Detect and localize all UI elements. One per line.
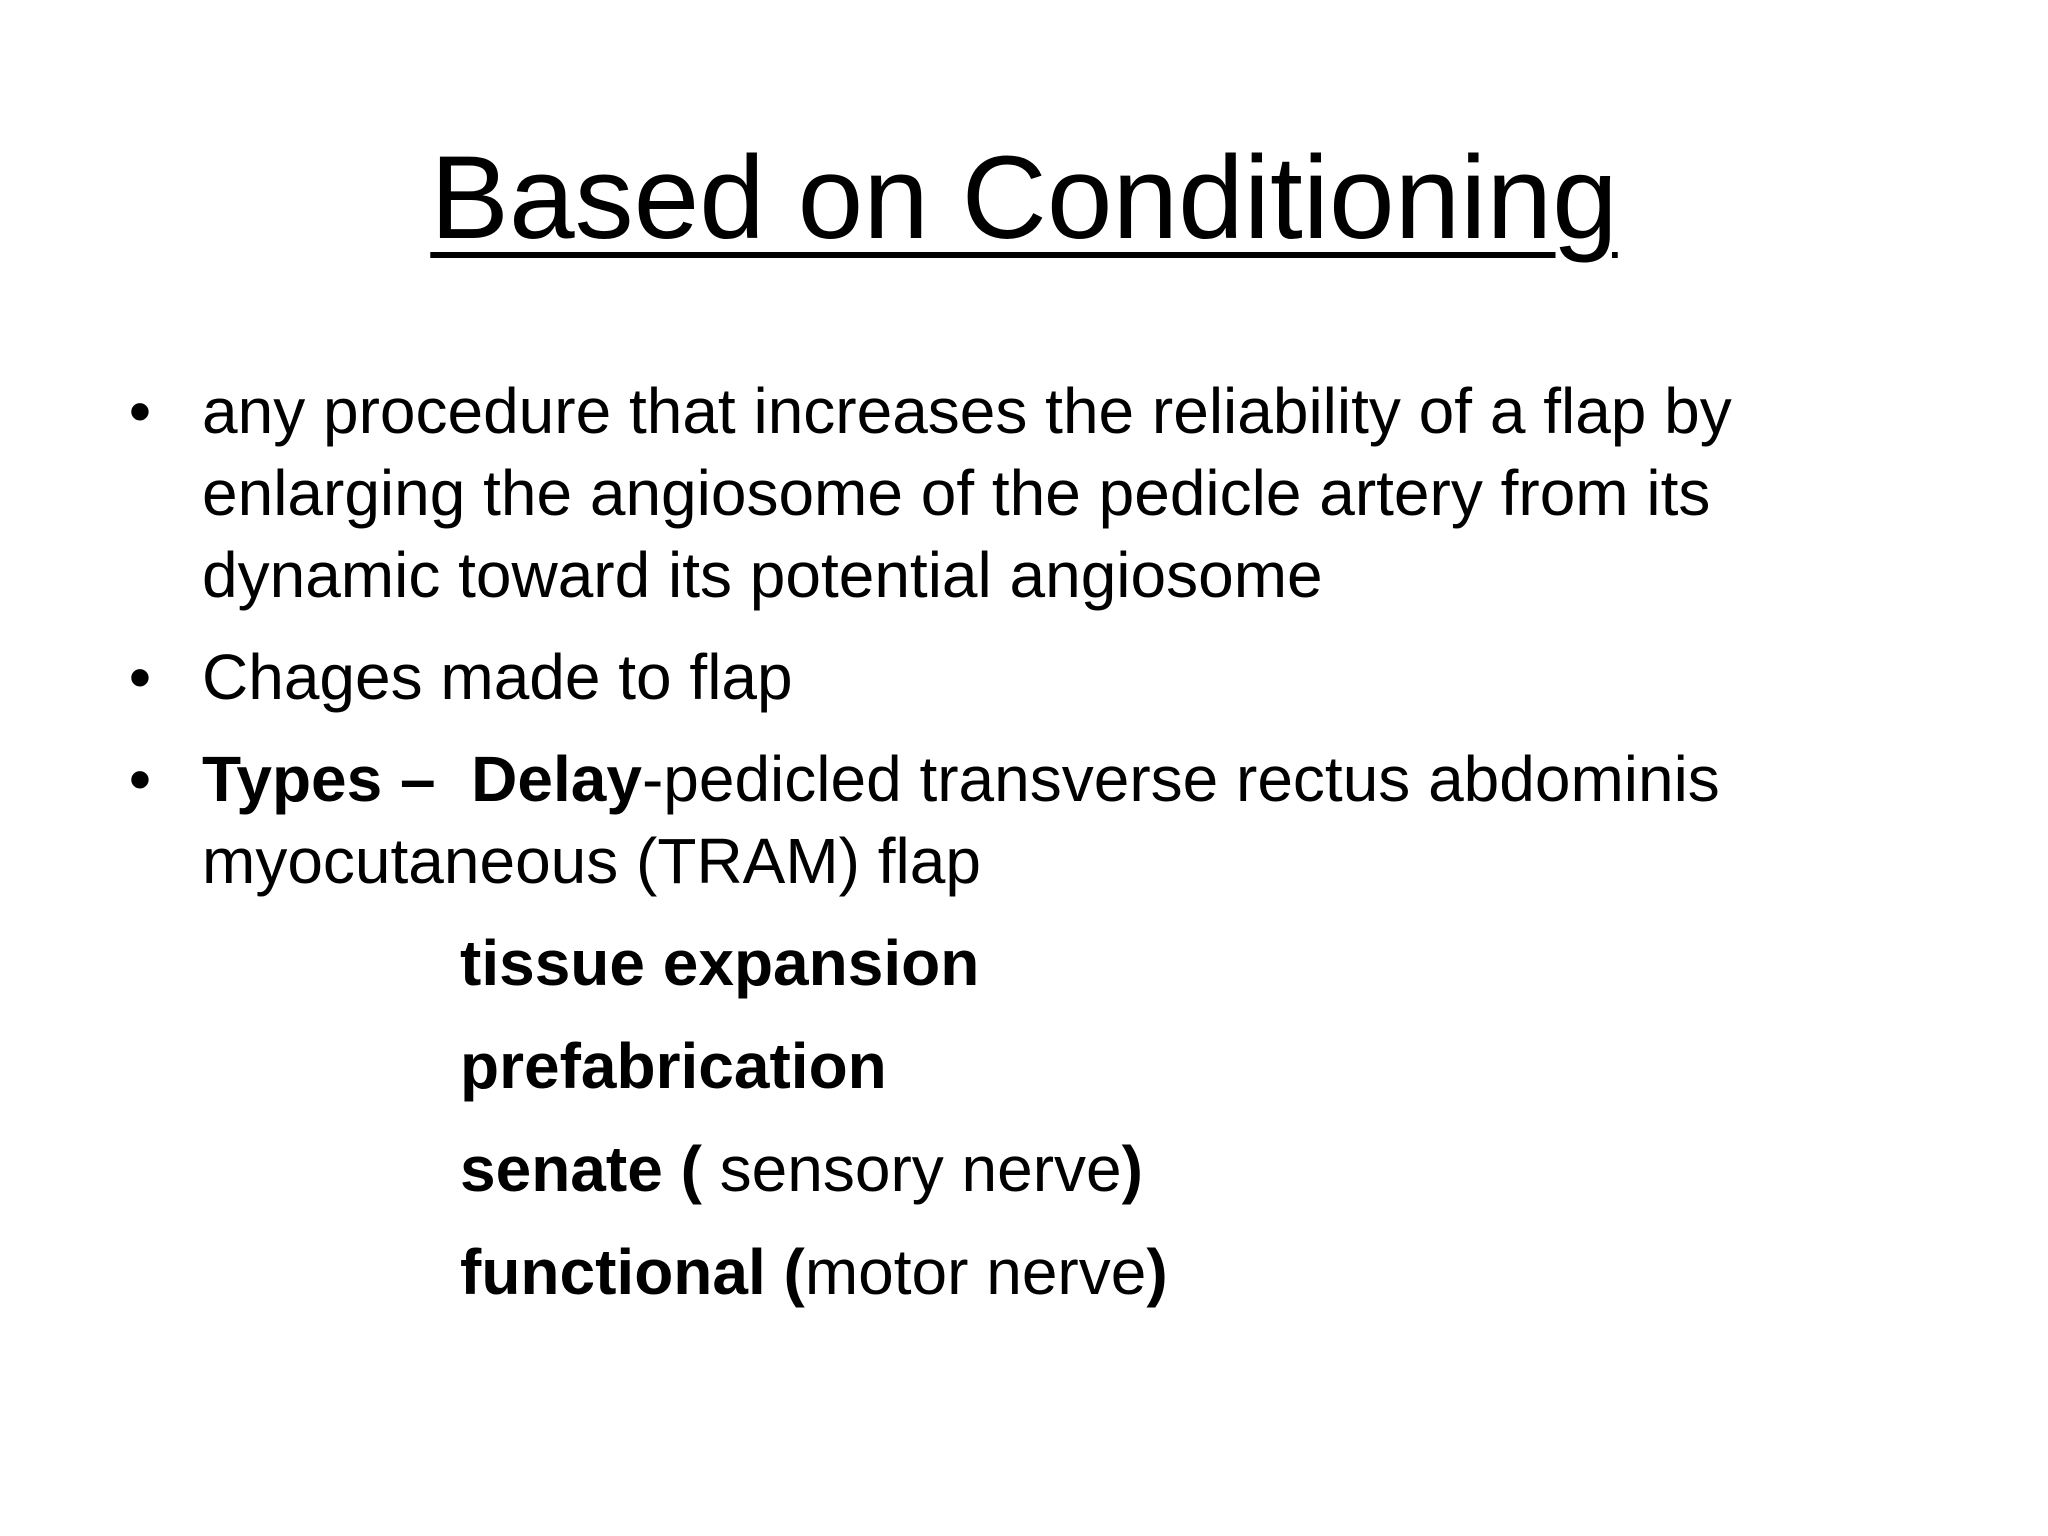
bullet-item-changes [120, 636, 1960, 718]
slide-title [0, 128, 2048, 268]
bullet-dot-icon: • [128, 375, 152, 447]
types-label: Types – [202, 743, 436, 815]
subitem-prefabrication [460, 1025, 1960, 1107]
bullet-item-types [120, 738, 1960, 902]
bullet-text: any procedure that increases the reliability of a flap by enlarging the angiosome of the pedicle artery from its dynamic toward its potential angiosome [202, 375, 1732, 611]
slide-body [120, 370, 1960, 1334]
delay-text: -pedicled transverse rectus abdominis myocutaneous (TRAM) flap [202, 743, 1720, 897]
prefabrication-label: prefabrication [460, 1030, 887, 1102]
senate-text: sensory nerve [701, 1133, 1122, 1205]
bullet-dot-icon: • [128, 743, 152, 815]
delay-label: Delay [471, 743, 642, 815]
subitem-senate [460, 1128, 1960, 1210]
bullet-item-definition [120, 370, 1960, 616]
functional-label: functional ( [460, 1236, 805, 1308]
types-sublist [120, 922, 1960, 1313]
bullet-dot-icon: • [128, 641, 152, 713]
senate-close: ) [1121, 1133, 1143, 1205]
tissue-expansion-label: tissue expansion [460, 927, 980, 999]
subitem-functional [460, 1231, 1960, 1313]
functional-close: ) [1146, 1236, 1168, 1308]
functional-text: motor nerve [804, 1236, 1147, 1308]
bullet-text: Chages made to flap [202, 641, 793, 713]
subitem-tissue-expansion [460, 922, 1960, 1004]
senate-label: senate ( [460, 1133, 702, 1205]
slide-title-text: Based on Conditioning [430, 132, 1618, 264]
